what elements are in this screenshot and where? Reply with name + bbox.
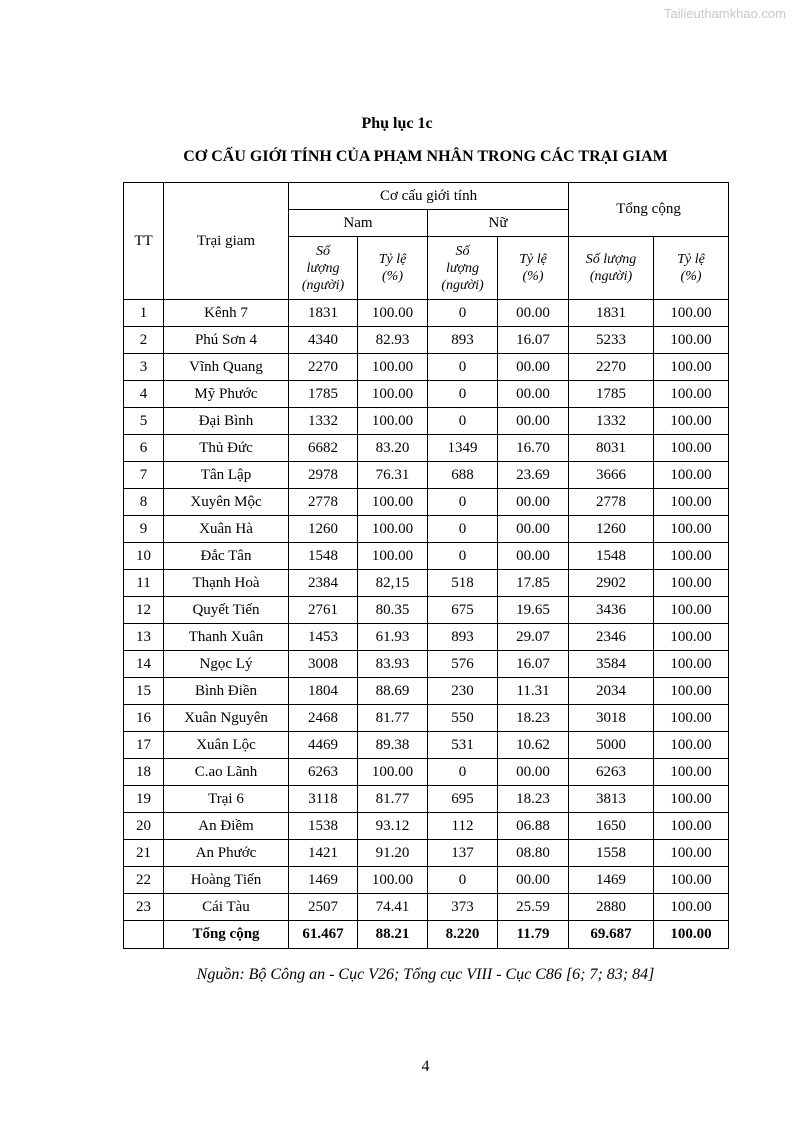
row-number: 6 — [124, 435, 164, 462]
male-count: 1831 — [289, 300, 358, 327]
table-row — [124, 624, 729, 651]
male-count: 2978 — [289, 462, 358, 489]
camp-name: Thủ Đức — [164, 435, 289, 462]
female-rate: 00.00 — [498, 381, 569, 408]
total-count: 3584 — [569, 651, 654, 678]
female-count: 373 — [428, 894, 498, 921]
row-number: 1 — [124, 300, 164, 327]
total-tt-cell — [124, 921, 164, 949]
male-rate: 76.31 — [358, 462, 428, 489]
row-number: 19 — [124, 786, 164, 813]
camp-name: Đắc Tân — [164, 543, 289, 570]
table-row — [124, 651, 729, 678]
row-number: 2 — [124, 327, 164, 354]
female-rate: 18.23 — [498, 786, 569, 813]
total-rate: 100.00 — [654, 597, 729, 624]
camp-name: Quyết Tiến — [164, 597, 289, 624]
female-rate: 00.00 — [498, 489, 569, 516]
camp-name: C.ao Lãnh — [164, 759, 289, 786]
total-count: 3018 — [569, 705, 654, 732]
female-rate: 00.00 — [498, 543, 569, 570]
male-rate: 88.69 — [358, 678, 428, 705]
row-number: 9 — [124, 516, 164, 543]
female-count: 550 — [428, 705, 498, 732]
total-rate: 100.00 — [654, 732, 729, 759]
male-rate: 100.00 — [358, 408, 428, 435]
male-count: 6682 — [289, 435, 358, 462]
camp-name: Xuyên Mộc — [164, 489, 289, 516]
male-rate: 100.00 — [358, 489, 428, 516]
camp-name: Ngọc Lý — [164, 651, 289, 678]
total-all-rate: 100.00 — [654, 921, 729, 949]
male-count: 1538 — [289, 813, 358, 840]
table-row — [124, 462, 729, 489]
total-rate: 100.00 — [654, 624, 729, 651]
row-number: 7 — [124, 462, 164, 489]
male-rate: 93.12 — [358, 813, 428, 840]
row-number: 4 — [124, 381, 164, 408]
camp-name: Tân Lập — [164, 462, 289, 489]
male-rate: 100.00 — [358, 354, 428, 381]
male-count: 1548 — [289, 543, 358, 570]
total-rate: 100.00 — [654, 354, 729, 381]
header-male: Nam — [289, 210, 428, 237]
camp-name: Phú Sơn 4 — [164, 327, 289, 354]
total-count: 1831 — [569, 300, 654, 327]
header-male-rate — [358, 237, 428, 300]
row-number: 16 — [124, 705, 164, 732]
female-count: 576 — [428, 651, 498, 678]
male-count: 4469 — [289, 732, 358, 759]
male-rate: 100.00 — [358, 516, 428, 543]
total-rate: 100.00 — [654, 786, 729, 813]
male-count: 1804 — [289, 678, 358, 705]
row-number: 10 — [124, 543, 164, 570]
male-rate: 100.00 — [358, 381, 428, 408]
header-male-count — [289, 237, 358, 300]
female-rate: 10.62 — [498, 732, 569, 759]
row-number: 20 — [124, 813, 164, 840]
female-count: 675 — [428, 597, 498, 624]
count-line-1: Số — [316, 243, 330, 259]
header-gender-structure: Cơ cấu giới tính — [289, 183, 569, 210]
total-count: 1548 — [569, 543, 654, 570]
table-row — [124, 840, 729, 867]
female-count: 0 — [428, 354, 498, 381]
female-count: 1349 — [428, 435, 498, 462]
male-rate: 81.77 — [358, 705, 428, 732]
female-count: 0 — [428, 300, 498, 327]
camp-name: Trại 6 — [164, 786, 289, 813]
female-count: 230 — [428, 678, 498, 705]
appendix-label: Phụ lục 1c — [361, 115, 433, 132]
female-count: 0 — [428, 381, 498, 408]
camp-name: Kênh 7 — [164, 300, 289, 327]
female-rate: 06.88 — [498, 813, 569, 840]
male-rate: 83.20 — [358, 435, 428, 462]
table-row — [124, 381, 729, 408]
female-rate: 19.65 — [498, 597, 569, 624]
total-count: 2778 — [569, 489, 654, 516]
total-count: 2346 — [569, 624, 654, 651]
table-row — [124, 408, 729, 435]
watermark: Tailieuthamkhao.com — [663, 6, 786, 21]
total-rate: 100.00 — [654, 570, 729, 597]
male-rate: 80.35 — [358, 597, 428, 624]
total-count: 3666 — [569, 462, 654, 489]
male-count: 1785 — [289, 381, 358, 408]
total-rate: 100.00 — [654, 516, 729, 543]
female-count: 893 — [428, 624, 498, 651]
total-count: 1650 — [569, 813, 654, 840]
table-row — [124, 786, 729, 813]
total-rate: 100.00 — [654, 651, 729, 678]
row-number: 21 — [124, 840, 164, 867]
total-rate: 100.00 — [654, 381, 729, 408]
camp-name: Bình Điền — [164, 678, 289, 705]
female-count: 518 — [428, 570, 498, 597]
camp-name: An Điềm — [164, 813, 289, 840]
total-rate: 100.00 — [654, 894, 729, 921]
count-line-2: lượng — [446, 260, 479, 276]
table-row — [124, 489, 729, 516]
female-rate: 08.80 — [498, 840, 569, 867]
male-rate: 61.93 — [358, 624, 428, 651]
female-rate: 18.23 — [498, 705, 569, 732]
table-row — [124, 867, 729, 894]
header-total-rate — [654, 237, 729, 300]
male-rate: 100.00 — [358, 300, 428, 327]
male-count: 2778 — [289, 489, 358, 516]
female-rate: 00.00 — [498, 408, 569, 435]
male-rate: 74.41 — [358, 894, 428, 921]
rate-line-2: (%) — [522, 269, 544, 284]
total-male-count: 61.467 — [289, 921, 358, 949]
total-rate: 100.00 — [654, 327, 729, 354]
total-rate: 100.00 — [654, 867, 729, 894]
table-row — [124, 597, 729, 624]
female-count: 0 — [428, 543, 498, 570]
header-female-count — [428, 237, 498, 300]
table-row — [124, 705, 729, 732]
female-count: 112 — [428, 813, 498, 840]
camp-name: Xuân Lộc — [164, 732, 289, 759]
female-count: 695 — [428, 786, 498, 813]
table-body — [124, 300, 729, 921]
male-count: 1469 — [289, 867, 358, 894]
female-count: 0 — [428, 408, 498, 435]
row-number: 3 — [124, 354, 164, 381]
table-row — [124, 570, 729, 597]
male-rate: 91.20 — [358, 840, 428, 867]
row-number: 14 — [124, 651, 164, 678]
camp-name: Thạnh Hoà — [164, 570, 289, 597]
table-row — [124, 300, 729, 327]
male-count: 4340 — [289, 327, 358, 354]
female-count: 688 — [428, 462, 498, 489]
male-count: 2761 — [289, 597, 358, 624]
male-rate: 82.93 — [358, 327, 428, 354]
total-rate: 100.00 — [654, 300, 729, 327]
table-row — [124, 516, 729, 543]
row-number: 12 — [124, 597, 164, 624]
male-count: 1421 — [289, 840, 358, 867]
source-note: Nguồn: Bộ Công an - Cục V26; Tổng cục VIII - Cục C86 [6; 7; 83; 84] — [196, 966, 655, 983]
male-count: 1260 — [289, 516, 358, 543]
female-count: 0 — [428, 867, 498, 894]
female-count: 0 — [428, 489, 498, 516]
male-rate: 82,15 — [358, 570, 428, 597]
total-count: 3813 — [569, 786, 654, 813]
total-rate: 100.00 — [654, 489, 729, 516]
male-count: 2507 — [289, 894, 358, 921]
table-row — [124, 354, 729, 381]
female-count: 0 — [428, 759, 498, 786]
female-rate: 00.00 — [498, 516, 569, 543]
table-row — [124, 894, 729, 921]
total-count: 1332 — [569, 408, 654, 435]
count-line-1: Số — [455, 243, 470, 259]
header-female-rate — [498, 237, 569, 300]
row-number: 8 — [124, 489, 164, 516]
male-count: 3118 — [289, 786, 358, 813]
camp-name: Đại Bình — [164, 408, 289, 435]
male-rate: 100.00 — [358, 867, 428, 894]
male-count: 1332 — [289, 408, 358, 435]
rate-line-2: (%) — [382, 269, 403, 284]
camp-name: Mỹ Phước — [164, 381, 289, 408]
table-title: CƠ CẤU GIỚI TÍNH CỦA PHẠM NHÂN TRONG CÁC TRẠI GIAM — [183, 148, 668, 165]
total-count: 8031 — [569, 435, 654, 462]
male-count: 6263 — [289, 759, 358, 786]
table-row — [124, 732, 729, 759]
row-number: 11 — [124, 570, 164, 597]
total-count: 6263 — [569, 759, 654, 786]
camp-name: An Phước — [164, 840, 289, 867]
header-tt: TT — [124, 183, 164, 300]
female-rate: 29.07 — [498, 624, 569, 651]
row-number: 22 — [124, 867, 164, 894]
male-count: 3008 — [289, 651, 358, 678]
row-number: 23 — [124, 894, 164, 921]
row-number: 5 — [124, 408, 164, 435]
female-rate: 16.07 — [498, 327, 569, 354]
total-rate: 100.00 — [654, 840, 729, 867]
total-label: Tổng cộng — [164, 921, 289, 949]
table-row — [124, 759, 729, 786]
male-count: 1453 — [289, 624, 358, 651]
female-rate: 00.00 — [498, 300, 569, 327]
count-line-3: (người) — [301, 277, 345, 293]
total-rate: 100.00 — [654, 705, 729, 732]
female-rate: 00.00 — [498, 354, 569, 381]
total-rate-line-2: (%) — [680, 269, 702, 284]
male-count: 2270 — [289, 354, 358, 381]
female-rate: 23.69 — [498, 462, 569, 489]
total-rate: 100.00 — [654, 462, 729, 489]
camp-name: Vĩnh Quang — [164, 354, 289, 381]
count-line-3: (người) — [441, 277, 484, 293]
total-count: 2270 — [569, 354, 654, 381]
male-rate: 83.93 — [358, 651, 428, 678]
row-number: 18 — [124, 759, 164, 786]
male-rate: 81.77 — [358, 786, 428, 813]
total-count: 3436 — [569, 597, 654, 624]
camp-name: Hoàng Tiến — [164, 867, 289, 894]
row-number: 13 — [124, 624, 164, 651]
female-rate: 16.07 — [498, 651, 569, 678]
row-number: 17 — [124, 732, 164, 759]
header-total: Tổng cộng — [569, 183, 729, 237]
camp-name: Xuân Nguyên — [164, 705, 289, 732]
total-rate-line-1: Tỷ lệ — [677, 252, 705, 267]
total-count: 5233 — [569, 327, 654, 354]
page-number: 4 — [421, 1058, 430, 1075]
female-rate: 25.59 — [498, 894, 569, 921]
total-rate: 100.00 — [654, 543, 729, 570]
header-female: Nữ — [428, 210, 569, 237]
total-rate: 100.00 — [654, 678, 729, 705]
male-count: 2384 — [289, 570, 358, 597]
table-row — [124, 327, 729, 354]
female-count: 531 — [428, 732, 498, 759]
female-rate: 00.00 — [498, 867, 569, 894]
male-rate: 89.38 — [358, 732, 428, 759]
table-row — [124, 813, 729, 840]
male-rate: 100.00 — [358, 759, 428, 786]
camp-name: Xuân Hà — [164, 516, 289, 543]
gender-structure-table — [123, 182, 729, 949]
table-row — [124, 678, 729, 705]
female-rate: 11.31 — [498, 678, 569, 705]
total-rate: 100.00 — [654, 759, 729, 786]
total-row — [124, 921, 729, 949]
total-rate: 100.00 — [654, 408, 729, 435]
male-count: 2468 — [289, 705, 358, 732]
total-female-rate: 11.79 — [498, 921, 569, 949]
female-rate: 16.70 — [498, 435, 569, 462]
table-row — [124, 435, 729, 462]
total-rate: 100.00 — [654, 435, 729, 462]
camp-name: Cái Tàu — [164, 894, 289, 921]
header-camp: Trại giam — [164, 183, 289, 300]
total-female-count: 8.220 — [428, 921, 498, 949]
total-count: 1469 — [569, 867, 654, 894]
total-count: 1260 — [569, 516, 654, 543]
header-total-count: Số lượng (người) — [569, 237, 654, 300]
total-count: 2902 — [569, 570, 654, 597]
total-count: 1558 — [569, 840, 654, 867]
total-rate: 100.00 — [654, 813, 729, 840]
count-line-2: lượng — [306, 260, 340, 276]
female-rate: 00.00 — [498, 759, 569, 786]
total-count: 2880 — [569, 894, 654, 921]
female-count: 893 — [428, 327, 498, 354]
rate-line-1: Tỷ lệ — [378, 252, 407, 267]
female-count: 0 — [428, 516, 498, 543]
total-count: 1785 — [569, 381, 654, 408]
female-count: 137 — [428, 840, 498, 867]
camp-name: Thanh Xuân — [164, 624, 289, 651]
male-rate: 100.00 — [358, 543, 428, 570]
table-row — [124, 543, 729, 570]
total-count: 5000 — [569, 732, 654, 759]
total-male-rate: 88.21 — [358, 921, 428, 949]
row-number: 15 — [124, 678, 164, 705]
total-count: 2034 — [569, 678, 654, 705]
total-all-count: 69.687 — [569, 921, 654, 949]
rate-line-1: Tỷ lệ — [519, 252, 547, 267]
female-rate: 17.85 — [498, 570, 569, 597]
